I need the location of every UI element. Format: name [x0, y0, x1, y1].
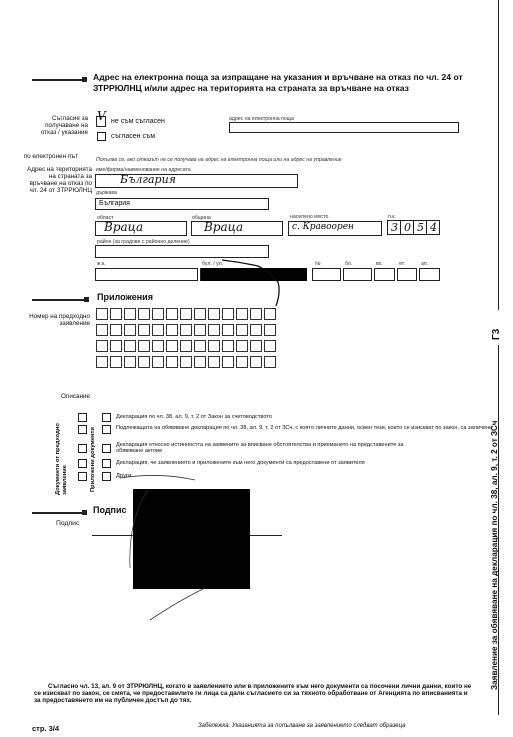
section1-title: Адрес на електронна поща за изпращане на указания и връчване на отказ по чл. 24 от ЗТРРЮЛНЦ и/или адрес на територията на страната за връчване на отказ [93, 72, 463, 93]
consent-label: Съгласие за получаване на отказ / указание [40, 115, 88, 136]
form-code: Г3 [491, 328, 502, 340]
postcode-digit: 0 [404, 221, 411, 234]
apt-label: ап. [421, 261, 429, 267]
vertical-appl-label: Приложени документи [90, 427, 96, 492]
block-label: бл. [345, 261, 353, 267]
settlement-value: с. Кравоорен [292, 222, 354, 232]
consent-not-agree-label: не съм съгласен [111, 118, 165, 125]
inventory-item: Декларация, че заявлението и приложените към него документи са предоставени от заявителя [116, 460, 365, 466]
consent-agree-label: съгласен съм [111, 133, 156, 140]
hint-text: Попълва се, ако отказът не се получава на адрес на електронна поща или на адрес на управление [96, 157, 342, 163]
region-value: Враца [104, 220, 144, 234]
privacy-notice: Съгласно чл. 13, ал. 9 от ЗТРРЮЛНЦ, когато в заявлението или в приложените към него документи са посочени лични данни, които не се изискват по закон, се смята, че предоставилите ги лица са дали съгласието си за тяхното обработване от Агенцията по вписванията и за предоставянето им на публичен достъп до тях. [34, 683, 472, 705]
electronic-label: по електронен път [23, 153, 78, 160]
side-title: Заявление за обявяване на декларация по чл. 38, ал. 9, т. 2 от ЗСч [490, 420, 499, 690]
inventory-item: Подлежащата на обявяване декларация по чл. 38, ал. 9, т. 2 от ЗСч, с която личните данни, освен тези, които се изискват по закон, са заличени [116, 425, 493, 431]
region-label: област [97, 215, 114, 221]
postcode-digit: 3 [391, 221, 398, 234]
zk-label: ж.к. [97, 261, 106, 267]
floor-label: ет. [399, 261, 405, 267]
district-label: район (за градове с районно деление) [97, 239, 190, 245]
street-label: бул. / ул. [202, 261, 224, 267]
postcode-label: п.к. [388, 214, 396, 220]
name-label: име/фирма/наименование на адресата [96, 167, 191, 173]
prev-application-label: Номер на предходно заявление [29, 313, 90, 327]
sign-label: Подпис [56, 520, 80, 527]
country-label: държава [96, 190, 117, 196]
footer-note: Забележка: Указанията за попълване за заявлението следват образеца [198, 723, 406, 729]
section2-title: Приложения [97, 292, 153, 302]
inventory-item: Други [116, 473, 132, 479]
section4-title: Подпис [93, 505, 127, 515]
country-value: България [99, 200, 130, 207]
entrance-label: вх. [376, 261, 383, 267]
page-number: стр. 3/4 [32, 724, 60, 733]
name-value: България [120, 173, 176, 186]
inventory-item: Декларация по чл. 38, ал. 9, т. 2 от Закон за счетоводството [116, 414, 272, 420]
vertical-prev-label: Документи от предходно заявление [55, 423, 68, 495]
municipality-value: Враца [204, 220, 244, 234]
email-label: адрес на електронна поща [229, 116, 294, 122]
postcode-digit: 5 [417, 221, 424, 234]
municipality-label: община [192, 215, 211, 221]
inventory-label: Описание [61, 393, 90, 400]
settlement-label: населено място [290, 214, 329, 220]
address-label: Адрес на територията на страната за връчване на отказ по чл. 24 от ЗТРРЮЛНЦ [27, 166, 92, 194]
consent-check-mark: V [97, 109, 106, 123]
no-label: № [315, 261, 321, 267]
postcode-digit: 4 [430, 221, 437, 234]
inventory-item: Декларация относно истинността на заявените за вписване обстоятелства и приемането на представените за обявяване актове [116, 442, 404, 455]
